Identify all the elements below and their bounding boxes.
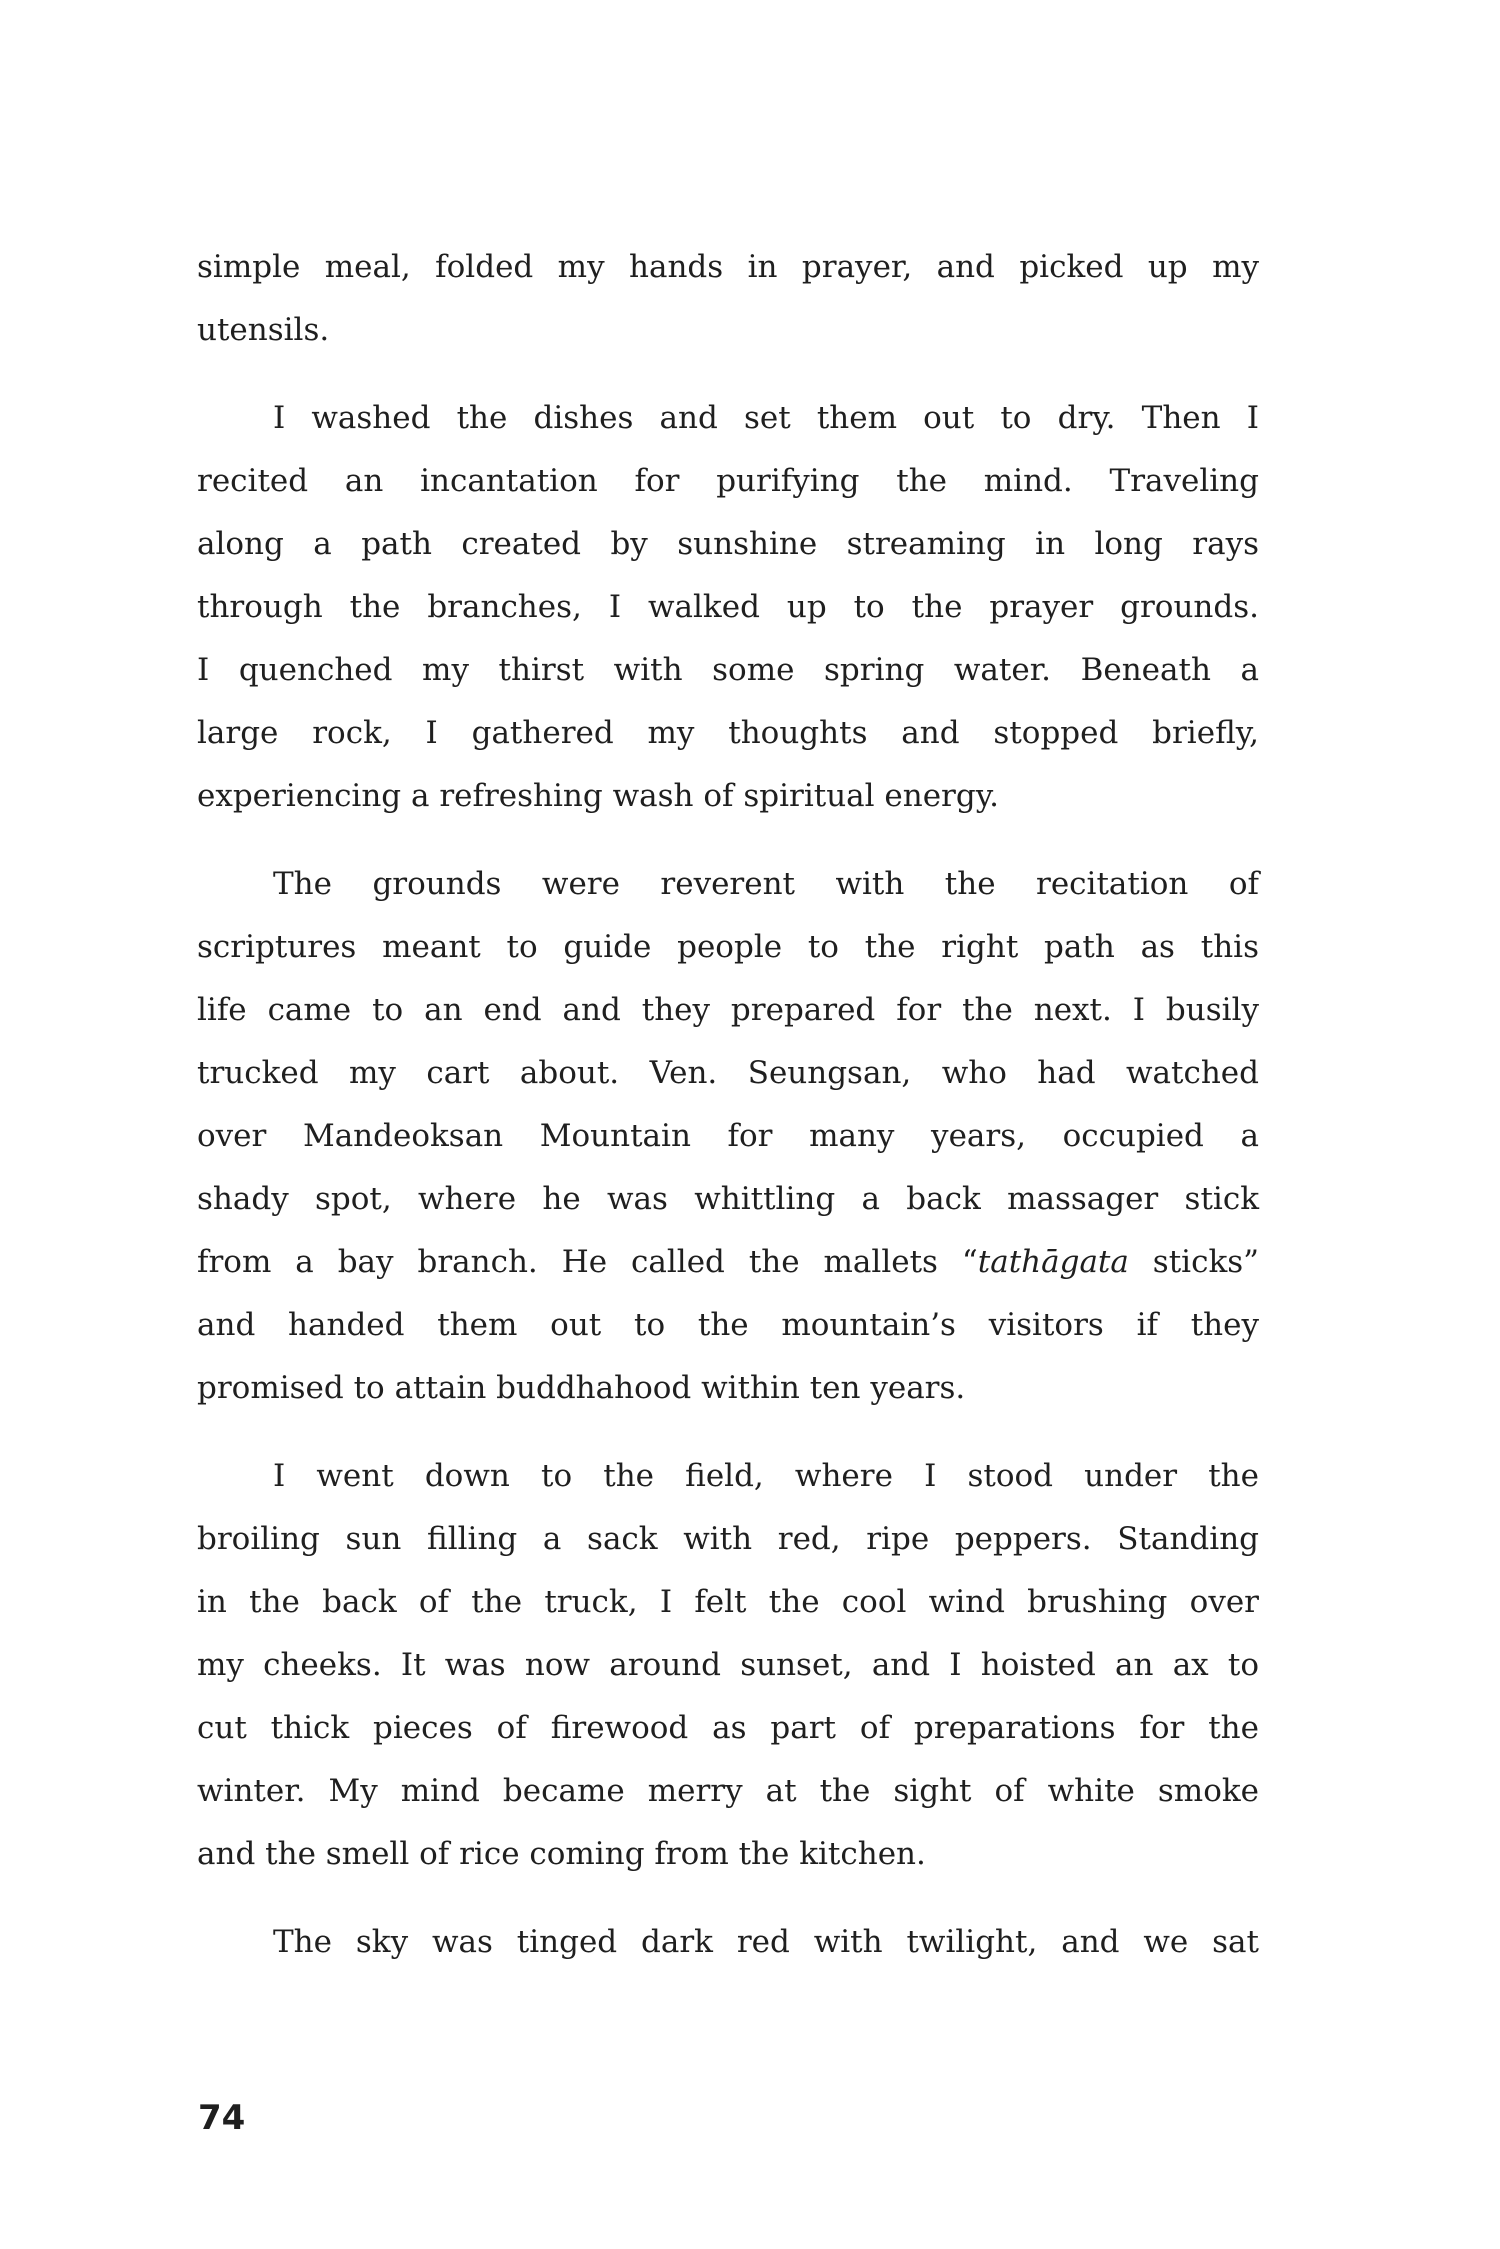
paragraph: [197, 1445, 1259, 1886]
paragraph: [197, 853, 1259, 1420]
text-line: cut thick pieces of firewood as part of preparations for the: [197, 1710, 1259, 1746]
text-line: simple meal, folded my hands in prayer, and picked up my: [197, 249, 1259, 285]
text-line: through the branches, I walked up to the prayer grounds.: [197, 589, 1259, 625]
italic-term: tathāgata: [977, 1244, 1129, 1280]
text-line: over Mandeoksan Mountain for many years, occupied a: [197, 1118, 1259, 1154]
text-line: in the back of the truck, I felt the cool wind brushing over: [197, 1584, 1259, 1620]
text-line: broiling sun filling a sack with red, ripe peppers. Standing: [197, 1521, 1259, 1557]
text-line: recited an incantation for purifying the mind. Traveling: [197, 463, 1259, 499]
text-line: I washed the dishes and set them out to dry. Then I: [273, 400, 1259, 436]
text-line: scriptures meant to guide people to the right path as this: [197, 929, 1259, 965]
text-line: large rock, I gathered my thoughts and stopped briefly,: [197, 715, 1259, 751]
text-span: sticks”: [1128, 1244, 1259, 1280]
text-line: and the smell of rice coming from the kitchen.: [197, 1836, 926, 1872]
text-line: The sky was tinged dark red with twilight, and we sat: [273, 1924, 1259, 1960]
paragraph: [197, 236, 1259, 362]
text-line: my cheeks. It was now around sunset, and I hoisted an ax to: [197, 1647, 1259, 1683]
text-line: winter. My mind became merry at the sight of white smoke: [197, 1773, 1259, 1809]
text-line: shady spot, where he was whittling a back massager stick: [197, 1181, 1259, 1217]
text-line: trucked my cart about. Ven. Seungsan, who had watched: [197, 1055, 1259, 1091]
text-line: and handed them out to the mountain’s visitors if they: [197, 1307, 1259, 1343]
text-line: promised to attain buddhahood within ten years.: [197, 1370, 966, 1406]
text-line: I quenched my thirst with some spring water. Beneath a: [197, 652, 1259, 688]
text-span: from a bay branch. He called the mallets “: [197, 1244, 978, 1280]
text-line: experiencing a refreshing wash of spiritual energy.: [197, 778, 999, 814]
text-line: [197, 1231, 1259, 1294]
text-line: utensils.: [197, 312, 330, 348]
page-number: 74: [198, 2098, 246, 2138]
paragraph: [197, 387, 1259, 828]
body-text: [197, 236, 1259, 1999]
text-line: The grounds were reverent with the recitation of: [273, 866, 1259, 902]
paragraph: [197, 1911, 1259, 1974]
text-line: I went down to the field, where I stood under the: [273, 1458, 1259, 1494]
text-line: life came to an end and they prepared for the next. I busily: [197, 992, 1259, 1028]
text-line: along a path created by sunshine streaming in long rays: [197, 526, 1259, 562]
